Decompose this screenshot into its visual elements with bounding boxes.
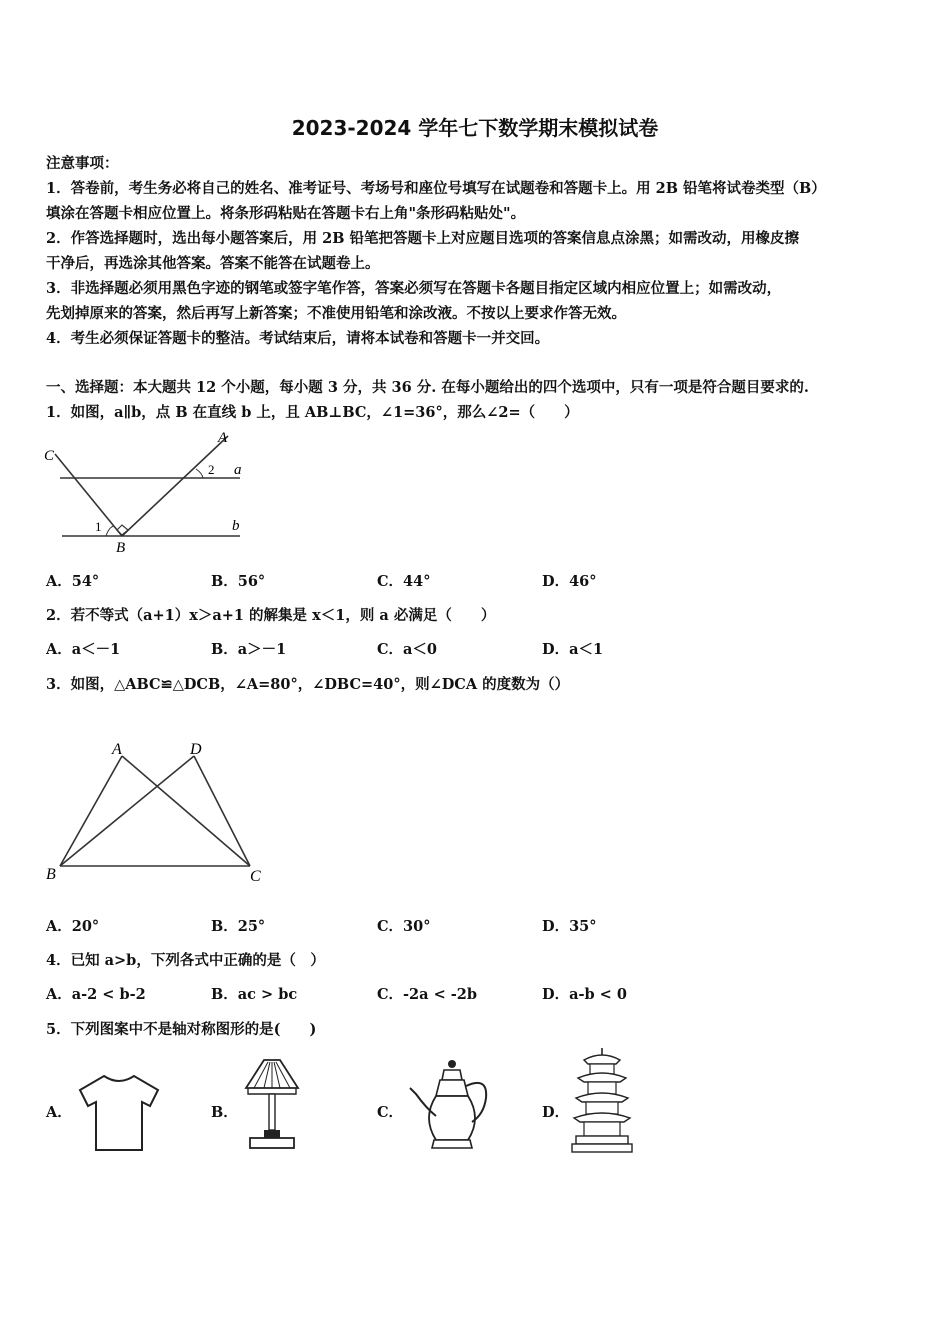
question-2-option-a[interactable]: A．a＜－1	[46, 641, 121, 658]
question-5-option-a[interactable]: A．	[46, 1104, 72, 1121]
question-4-option-d[interactable]: D．a-b < 0	[542, 986, 627, 1003]
question-1-option-b[interactable]: B．56°	[211, 573, 266, 590]
label-c: C	[44, 448, 55, 464]
label-b: B	[46, 866, 56, 883]
question-3-option-b[interactable]: B．25°	[211, 918, 266, 935]
label-b-point: B	[116, 540, 126, 556]
question-3-option-c[interactable]: C．30°	[377, 918, 431, 935]
notice-line: 2．作答选择题时，选出每小题答案后，用 2B 铅笔把答题卡上对应题目选项的答案信息点涂黑；如需改动，用橡皮擦	[46, 230, 800, 247]
question-5-option-c[interactable]: C．	[377, 1104, 404, 1121]
segment-dc	[194, 756, 250, 866]
label-b-line: b	[232, 518, 240, 534]
question-1-option-c[interactable]: C．44°	[377, 573, 431, 590]
label-angle-1: 1	[95, 519, 102, 534]
section-heading: 一、选择题：本大题共 12 个小题，每小题 3 分，共 36 分. 在每小题给出的四个选项中，只有一项是符合题目要求的.	[46, 379, 809, 396]
label-angle-2: 2	[208, 462, 215, 477]
notice-line: 填涂在答题卡相应位置上。将条形码粘贴在答题卡右上角"条形码粘贴处"。	[46, 205, 526, 222]
notice-line: 先划掉原来的答案，然后再写上新答案；不准使用铅笔和涂改液。不按以上要求作答无效。	[46, 305, 626, 322]
t-shirt-icon	[76, 1070, 162, 1154]
question-4-option-b[interactable]: B．ac > bc	[211, 986, 298, 1003]
question-1-option-d[interactable]: D．46°	[542, 573, 597, 590]
teapot-icon	[406, 1058, 490, 1154]
notice-line: 3．非选择题必须用黑色字迹的钢笔或签字笔作答，答案必须写在答题卡各题目指定区域内相应位置上；如需改动，	[46, 280, 782, 297]
question-2-option-c[interactable]: C．a＜0	[377, 641, 438, 658]
question-3-stem: 3．如图，△ABC≌△DCB，∠A=80°，∠DBC=40°，则∠DCA 的度数为（）	[46, 676, 570, 693]
question-4-stem: 4．已知 a>b，下列各式中正确的是（ ）	[46, 952, 325, 969]
question-2-option-b[interactable]: B．a＞－1	[211, 641, 287, 658]
label-a-point: A	[218, 430, 228, 446]
question-4-option-c[interactable]: C．-2a < -2b	[377, 986, 478, 1003]
question-3-option-d[interactable]: D．35°	[542, 918, 597, 935]
angle-2-arc	[196, 469, 203, 478]
label-a-line: a	[234, 462, 242, 478]
notice-line: 干净后，再选涂其他答案。答案不能答在试题卷上。	[46, 255, 380, 272]
question-4-option-a[interactable]: A．a-2 < b-2	[46, 986, 146, 1003]
lamp-icon	[240, 1056, 304, 1156]
question-5-stem: 5．下列图案中不是轴对称图形的是( )	[46, 1021, 317, 1038]
segment-ba	[122, 436, 228, 536]
segment-ba	[60, 756, 122, 866]
angle-1-arc	[106, 526, 114, 536]
question-5-option-b[interactable]: B．	[211, 1104, 238, 1121]
right-angle-mark	[117, 525, 128, 535]
question-1-option-a[interactable]: A．54°	[46, 573, 100, 590]
question-1-figure	[40, 426, 250, 558]
notice-line: 1．答卷前，考生务必将自己的姓名、准考证号、考场号和座位号填写在试题卷和答题卡上。用 2B 铅笔将试卷类型（B）	[46, 180, 826, 197]
question-3-figure	[40, 736, 272, 890]
segment-ac	[122, 756, 250, 866]
question-5-option-d[interactable]: D．	[542, 1104, 570, 1121]
notice-line: 4．考生必须保证答题卡的整洁。考试结束后，请将本试卷和答题卡一并交回。	[46, 330, 550, 347]
label-c: C	[250, 868, 261, 885]
label-d: D	[190, 741, 202, 758]
label-a: A	[112, 741, 122, 758]
question-2-stem: 2．若不等式（a+1）x＞a+1 的解集是 x＜1，则 a 必满足（ ）	[46, 607, 496, 624]
segment-cb	[55, 454, 122, 536]
pagoda-icon	[570, 1046, 634, 1156]
question-1-stem: 1．如图，a∥b，点 B 在直线 b 上，且 AB⊥BC，∠1=36°，那么∠2=（ ）	[46, 404, 579, 421]
question-3-option-a[interactable]: A．20°	[46, 918, 100, 935]
notice-heading: 注意事项：	[46, 155, 119, 172]
page-title: 2023-2024 学年七下数学期末模拟试卷	[291, 116, 659, 140]
segment-bd	[60, 756, 194, 866]
question-2-option-d[interactable]: D．a＜1	[542, 641, 604, 658]
